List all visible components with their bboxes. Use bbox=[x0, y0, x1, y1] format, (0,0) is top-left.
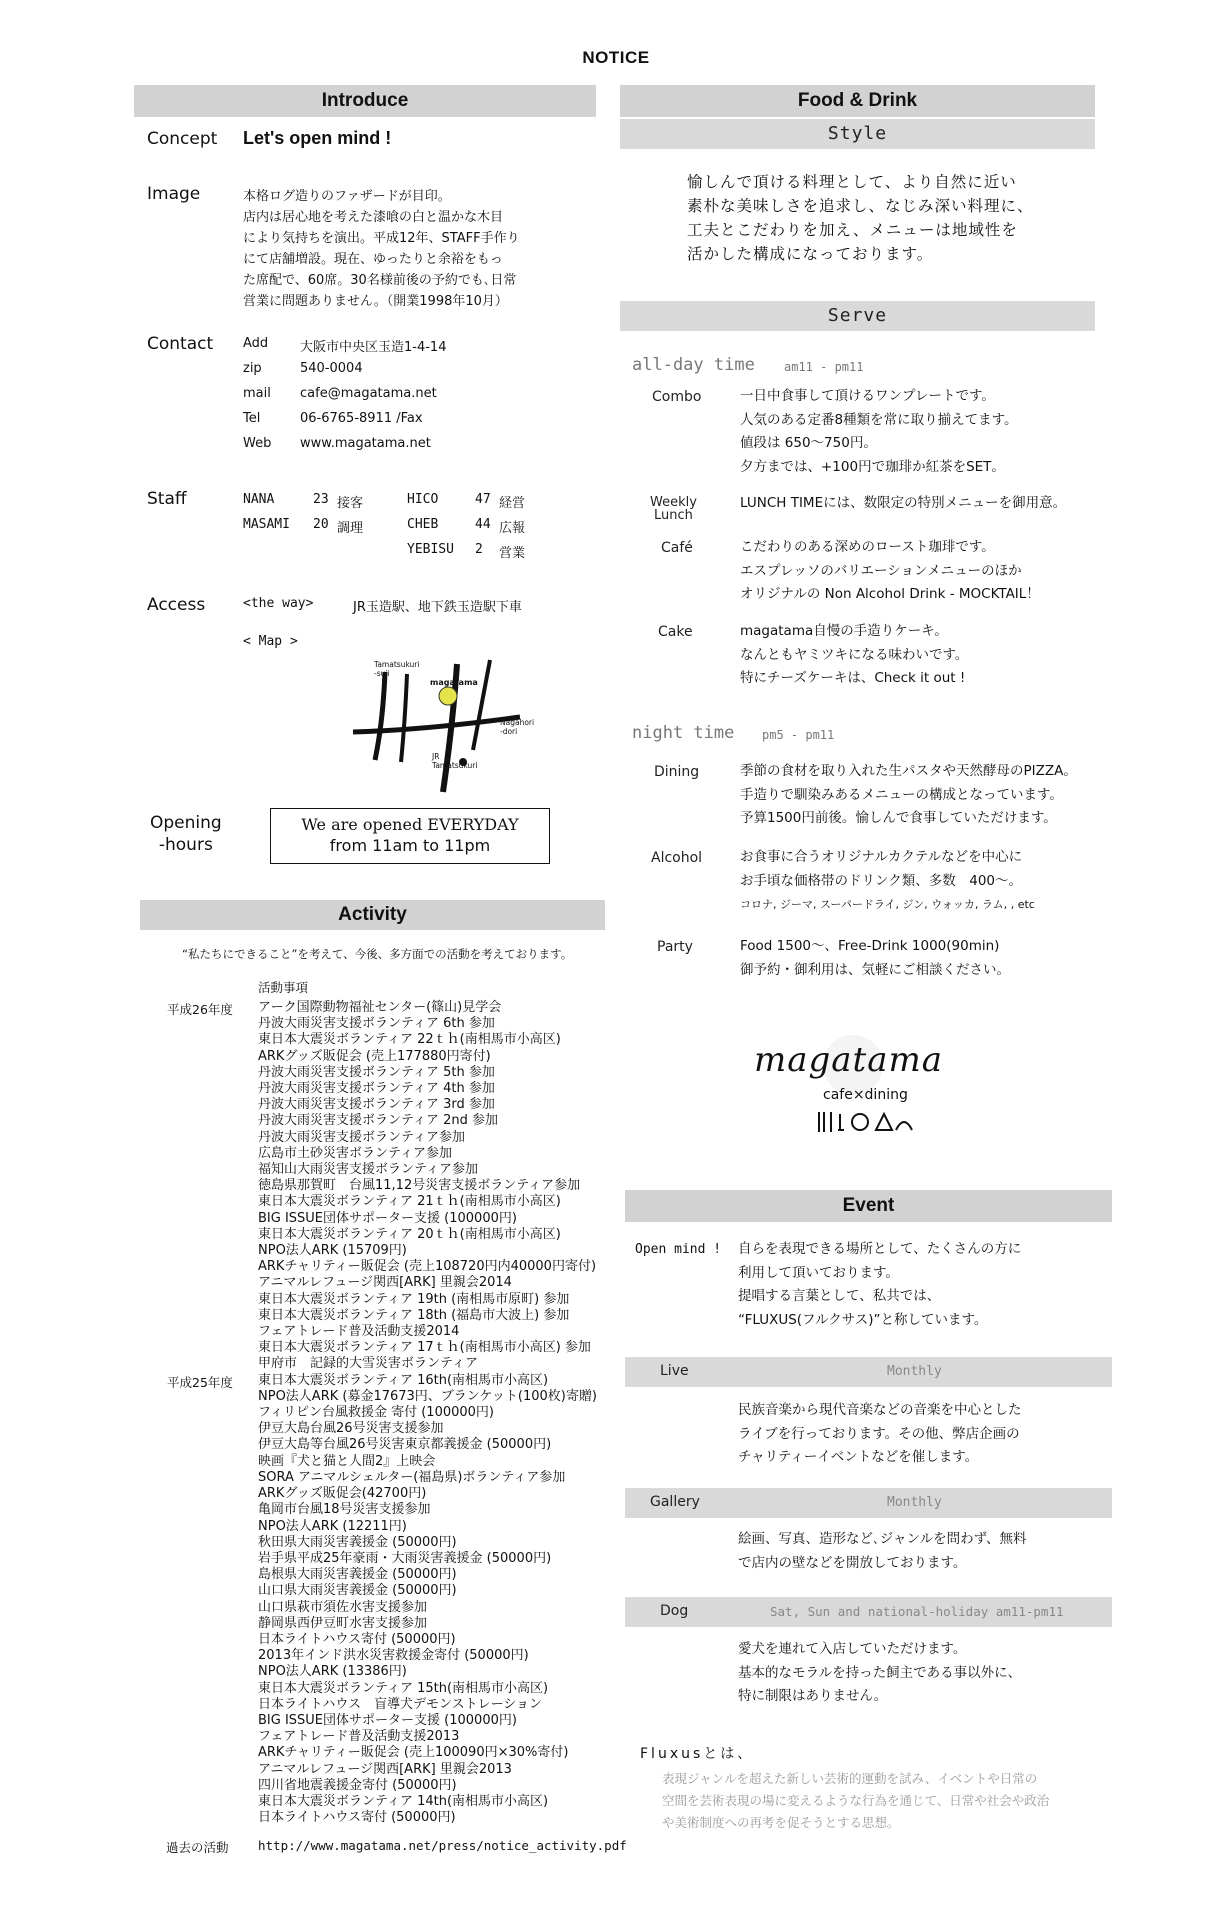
staff-label: Staff bbox=[147, 489, 187, 509]
event-live-freq: Monthly bbox=[887, 1364, 942, 1379]
activity-item: アニマルレフュージ関西[ARK] 里親会2014 bbox=[258, 1275, 512, 1291]
activity-item: 東日本大震災ボランティア 16th(南相馬市小高区) bbox=[258, 1372, 549, 1388]
contact-label: Contact bbox=[147, 334, 214, 354]
activity-list bbox=[258, 1000, 628, 1826]
event-dog-freq: Sat, Sun and national-holiday am11-pm11 bbox=[770, 1604, 1064, 1619]
activity-item: 東日本大震災ボランティア 15th(南相馬市小高区) bbox=[258, 1680, 549, 1696]
introduce-header: Introduce bbox=[134, 85, 596, 117]
map-label-nagahori: Nagahori -dori bbox=[500, 718, 535, 736]
style-text: 愉しんで頂ける料理として、より自然に近い 素朴な美味しさを追求し、なじみ深い料理に、 工夫とこだわりを加え、メニューは地域性を 活かした構成になっております。 bbox=[687, 173, 1034, 263]
fluxus-label: Fluxusとは、 bbox=[640, 1746, 755, 1762]
activity-item: 徳島県那賀町 台風11,12号災害支援ボランティア参加 bbox=[258, 1178, 581, 1194]
activity-item: 2013年インド洪水災害救援金寄付 (50000円) bbox=[258, 1648, 529, 1664]
page-title: NOTICE bbox=[582, 48, 650, 67]
activity-item: 日本ライトハウス寄付 (50000円) bbox=[258, 1810, 456, 1826]
fluxus-text: 表現ジャンルを超えた新しい芸術的運動を試み、イベントや日常の 空間を芸術表現の場に変えるような行為を通じて、日常や社会や政治 や美術制度への再考を促そうとする思想。 bbox=[662, 1771, 1050, 1830]
activity-item: NPO法人ARK (12211円) bbox=[258, 1518, 407, 1534]
event-open-mind-text: 自らを表現できる場所として、たくさんの方に 利用して頂いております。 提唱する言葉として、私共では、 “FLUXUS(フルクサス)”と称しています。 bbox=[738, 1241, 1022, 1328]
serve-alcohol-text: お食事に合うオリジナルカクテルなどを中心に お手頃な価格帯のドリンク類、多数 400～。 コロナ, ジーマ, スーパードライ, ジン, ウォッカ, ラム, , etc bbox=[740, 849, 1035, 912]
activity-item: 日本ライトハウス寄付 (50000円) bbox=[258, 1631, 456, 1647]
activity-item: ARKチャリティー販促会 (売上100090円×30%寄付) bbox=[258, 1745, 569, 1761]
activity-header: Activity bbox=[140, 900, 605, 930]
serve-weekly-lunch-label: Weekly Lunch bbox=[650, 495, 697, 523]
logo-cutlery-icons bbox=[816, 1110, 916, 1134]
year-label-h25: 平成25年度 bbox=[167, 1375, 233, 1390]
access-way: <the way> bbox=[243, 596, 314, 611]
event-open-mind-label: Open mind ! bbox=[635, 1242, 722, 1257]
serve-header: Serve bbox=[620, 301, 1095, 331]
activity-item: 岩手県平成25年豪雨・大雨災害義援金 (50000円) bbox=[258, 1550, 552, 1566]
activity-item: 四川省地震義援金寄付 (50000円) bbox=[258, 1777, 457, 1793]
activity-item: BIG ISSUE団体サポーター支援 (100000円) bbox=[258, 1712, 517, 1728]
activity-item: 東日本大震災ボランティア 17ｔｈ(南相馬市小高区) 参加 bbox=[258, 1340, 591, 1356]
activity-item: 丹波大雨災害支援ボランティア参加 bbox=[258, 1129, 465, 1145]
serve-combo-label: Combo bbox=[652, 389, 702, 405]
activity-item: 広島市土砂災害ボランティア参加 bbox=[258, 1145, 452, 1161]
serve-dining-text: 季節の食材を取り入れた生パスタや天然酵母のPIZZA。 手造りで馴染みあるメニューの構成となっています。 予算1500円前後。愉しんで食事していただけます。 bbox=[740, 763, 1077, 827]
contact-mail: cafe@magatama.net bbox=[300, 386, 437, 401]
map-label-tamatsukuri-suji: Tamatsukuri -suji bbox=[374, 660, 420, 678]
activity-item: 島根県大雨災害義援金 (50000円) bbox=[258, 1567, 457, 1583]
activity-item: フェアトレード普及活動支援2014 bbox=[258, 1324, 460, 1340]
opening-label: Opening -hours bbox=[150, 813, 222, 855]
logo-text: magatama bbox=[754, 1040, 943, 1080]
activity-item: 山口県萩市須佐水害支援参加 bbox=[258, 1599, 428, 1615]
event-gallery-freq: Monthly bbox=[887, 1495, 942, 1510]
serve-party-text: Food 1500～、Free-Drink 1000(90min) 御予約・御利用は、気軽にご相談ください。 bbox=[740, 938, 1010, 978]
past-activity-link[interactable]: http://www.magatama.net/press/notice_activity.pdf bbox=[258, 1838, 627, 1853]
activity-item: 東日本大震災ボランティア 21ｔｈ(南相馬市小高区) bbox=[258, 1194, 561, 1210]
allday-label: all-day time bbox=[632, 355, 755, 375]
activity-item: 静岡県西伊豆町水害支援参加 bbox=[258, 1615, 428, 1631]
activity-intro: “私たちにできること”を考えて、今後、多方面での活動を考えております。 bbox=[182, 947, 573, 961]
map-label-magatama: magatama bbox=[430, 678, 478, 687]
serve-dining-label: Dining bbox=[654, 764, 700, 780]
activity-item: 東日本大震災ボランティア 22ｔｈ(南相馬市小高区) bbox=[258, 1032, 561, 1048]
activity-item: NPO法人ARK (13386円) bbox=[258, 1664, 407, 1680]
activity-item: ARKグッズ販促会(42700円) bbox=[258, 1486, 427, 1502]
serve-cake-label: Cake bbox=[658, 624, 693, 640]
activity-item: 東日本大震災ボランティア 20ｔｈ(南相馬市小高区) bbox=[258, 1226, 561, 1242]
activity-item: 丹波大雨災害支援ボランティア 2nd 参加 bbox=[258, 1113, 498, 1129]
night-hours: pm5 - pm11 bbox=[762, 728, 835, 742]
access-station: JR玉造駅、地下鉄玉造駅下車 bbox=[353, 600, 522, 615]
activity-item: 伊豆大島等台風26号災害東京都義援金 (50000円) bbox=[258, 1437, 552, 1453]
event-gallery-label: Gallery bbox=[650, 1494, 700, 1510]
activity-item: 丹波大雨災害支援ボランティア 4th 参加 bbox=[258, 1081, 495, 1097]
allday-hours: am11 - pm11 bbox=[784, 360, 864, 374]
activity-item: 秋田県大雨災害義援金 (50000円) bbox=[258, 1534, 457, 1550]
event-header: Event bbox=[625, 1190, 1112, 1222]
activity-item: アニマルレフュージ関西[ARK] 里親会2013 bbox=[258, 1761, 512, 1777]
activity-item: 丹波大雨災害支援ボランティア 5th 参加 bbox=[258, 1064, 495, 1080]
past-activity-label: 過去の活動 bbox=[166, 1840, 229, 1855]
activity-item: NPO法人ARK (15709円) bbox=[258, 1243, 407, 1259]
serve-combo-text: 一日中食事して頂けるワンプレートです。 人気のある定番8種類を常に取り揃えてます。 値段は 650～750円。 夕方までは、+100円で珈琲か紅茶をSET。 bbox=[740, 388, 1018, 475]
concept-label: Concept bbox=[147, 129, 218, 149]
activity-item: 映画『犬と猫と人間2』上映会 bbox=[258, 1453, 436, 1469]
contact-table: Add 大阪市中央区玉造1-4-14 zip 540-0004 mail cafe@magatama.net Tel 06-6765-8911 /Fax Web www.magatama.net bbox=[243, 336, 446, 461]
activity-item: 亀岡市台風18号災害支援参加 bbox=[258, 1502, 431, 1518]
activity-item: 山口県大雨災害義援金 (50000円) bbox=[258, 1583, 457, 1599]
image-description: 本格ログ造りのファザードが目印。 店内は居心地を考えた漆喰の白と温かな木目 により気持ちを演出。平成12年、STAFF手作り にて店舗増設。現在、ゆったりと余裕をもっ た席配で、60席。30名様前後の予約でも､日常 営業に問題ありません。（開業1998年10月） bbox=[243, 189, 520, 309]
magatama-logo bbox=[748, 1030, 978, 1140]
year-label-h26: 平成26年度 bbox=[167, 1002, 233, 1017]
activity-item: ARKチャリティー販促会 (売上108720円内40000円寄付) bbox=[258, 1259, 597, 1275]
activity-item: NPO法人ARK (募金17673円、ブランケット(100枚)寄贈) bbox=[258, 1388, 597, 1404]
activity-item: 伊豆大島台風26号災害支援参加 bbox=[258, 1421, 444, 1437]
style-header: Style bbox=[620, 119, 1095, 149]
night-label: night time bbox=[632, 723, 735, 743]
activity-item: 東日本大震災ボランティア 18th (福島市大波上) 参加 bbox=[258, 1307, 570, 1323]
serve-party-label: Party bbox=[657, 939, 693, 955]
access-label: Access bbox=[147, 595, 206, 615]
activity-item: 東日本大震災ボランティア 19th (南相馬市原町) 参加 bbox=[258, 1291, 570, 1307]
activity-item: ARKグッズ販促会 (売上177880円寄付) bbox=[258, 1048, 491, 1064]
activity-item: フェアトレード普及活動支援2013 bbox=[258, 1729, 460, 1745]
contact-web: www.magatama.net bbox=[300, 436, 431, 451]
map-label-jr: JR Tamatsukuri bbox=[432, 752, 478, 770]
event-dog-label: Dog bbox=[660, 1603, 689, 1619]
event-live-label: Live bbox=[660, 1363, 689, 1379]
activity-item: 丹波大雨災害支援ボランティア 3rd 参加 bbox=[258, 1097, 495, 1113]
concept-value: Let's open mind ! bbox=[243, 128, 392, 148]
activity-item: SORA アニマルシェルター(福島県)ボランティア参加 bbox=[258, 1469, 566, 1485]
serve-weekly-lunch-text: LUNCH TIMEには、数限定の特別メニューを御用意。 bbox=[740, 495, 1067, 511]
activity-item: 福知山大雨災害支援ボランティア参加 bbox=[258, 1162, 478, 1178]
activity-item: アーク国際動物福祉センター(篠山)見学会 bbox=[258, 1000, 502, 1015]
access-map-label: < Map > bbox=[243, 634, 298, 649]
serve-cafe-text: こだわりのある深めのロースト珈琲です。 エスプレッソのバリエーションメニューのほか オリジナルの Non Alcohol Drink - MOCKTAIL！ bbox=[740, 539, 1040, 603]
serve-alcohol-label: Alcohol bbox=[651, 850, 703, 866]
activity-item: 東日本大震災ボランティア 14th(南相馬市小高区) bbox=[258, 1793, 549, 1809]
event-dog-text: 愛犬を連れて入店していただけます。 基本的なモラルを持った飼主である事以外に、 特に制限はありません。 bbox=[738, 1641, 1022, 1705]
activity-item: 丹波大雨災害支援ボランティア 6th 参加 bbox=[258, 1016, 495, 1032]
food-drink-header: Food & Drink bbox=[620, 85, 1095, 117]
event-live-text: 民族音楽から現代音楽などの音楽を中心とした ライブを行っております。その他、弊店企画の チャリティーイベントなどを催します。 bbox=[738, 1402, 1022, 1466]
event-gallery-bar bbox=[625, 1488, 1112, 1518]
activity-item: フィリピン台風救援金 寄付 (100000円) bbox=[258, 1405, 494, 1421]
event-live-bar bbox=[625, 1357, 1112, 1387]
serve-cafe-label: Café bbox=[661, 540, 693, 556]
activity-items-header: 活動事項 bbox=[258, 980, 309, 995]
serve-cake-text: magatama自慢の手造りケーキ。 なんともヤミツキになる味わいです。 特にチーズケーキは、Check it out ! bbox=[740, 623, 969, 687]
opening-hours-box: We are opened EVERYDAY from 11am to 11pm bbox=[270, 808, 550, 864]
activity-item: BIG ISSUE団体サポーター支援 (100000円) bbox=[258, 1210, 517, 1226]
event-dog-bar bbox=[625, 1597, 1112, 1627]
image-label: Image bbox=[147, 184, 201, 204]
activity-item: 日本ライトハウス 盲導犬デモンストレーション bbox=[258, 1696, 543, 1712]
staff-table: NANA 23 接客 HICO 47 経営 MASAMI 20 調理 CHEB 44 広報 YEBISU 2 営業 bbox=[243, 492, 526, 561]
logo-sub: cafe×dining bbox=[823, 1087, 908, 1103]
event-gallery-text: 絵画、写真、造形など､ジャンルを問わず、無料 で店内の壁などを開放しております。 bbox=[738, 1531, 1027, 1571]
activity-item: 甲府市 記録的大雪災害ボランティア bbox=[258, 1356, 478, 1372]
